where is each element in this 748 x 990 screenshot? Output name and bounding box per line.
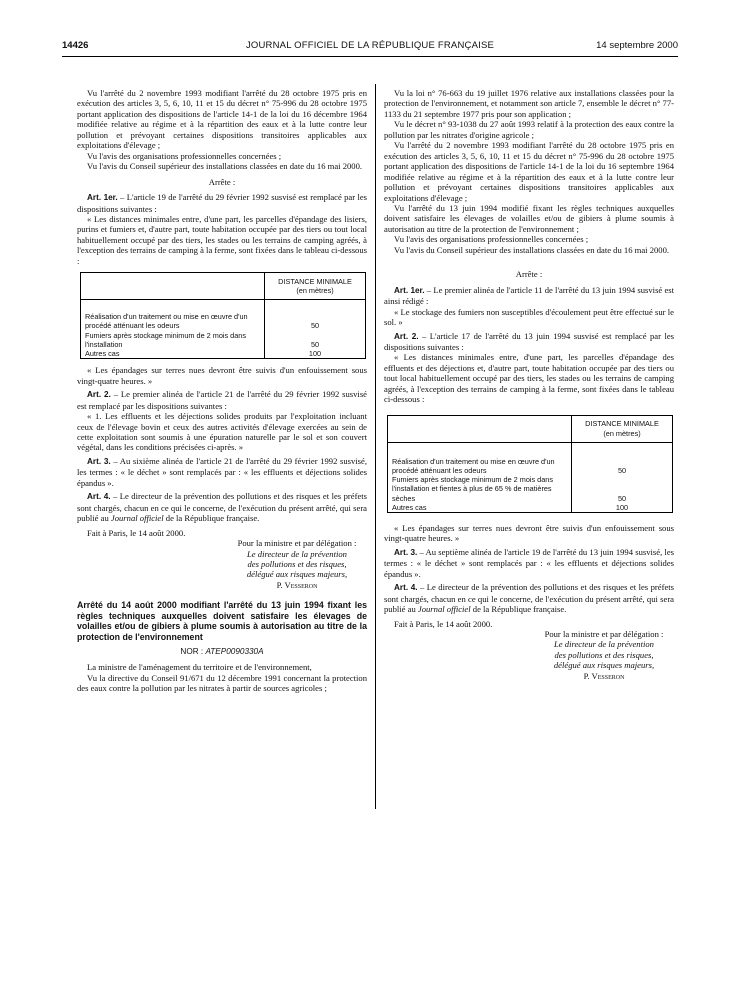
row-label: Autres cas <box>81 349 265 359</box>
page-header <box>62 40 678 54</box>
row-label: Réalisation d'un traitement ou mise en œuvre d'un procédé atténuant les odeurs <box>388 442 572 475</box>
signature-line: délégué aux risques majeurs, <box>246 569 348 580</box>
signature-block <box>534 629 674 681</box>
article-text: – Au septième alinéa de l'article 19 de l'arrêté du 13 juin 1994 susvisé, les termes : « le déchet » sont remplacés par : « les effluents et déjections solides épandus ». <box>384 546 674 579</box>
row-value: 50 <box>572 442 673 475</box>
row-label: Fumiers après stockage minimum de 2 mois dans l'installation <box>81 331 265 349</box>
article-label: Art. 4. <box>87 492 111 502</box>
signature-line: Pour la ministre et par délégation : <box>544 628 664 639</box>
article-1-quote: « Les distances minimales entre, d'une part, les parcelles d'épandage des lisiers, purins et fumiers et, d'autre part, toute habitation occupée par des tiers ou tout local habituellement occupé par des tiers, les stades ou les terrains de camping agréés, à l'exception des terrains de camping à la ferme, sont fixées dans le tableau ci-dessous : <box>77 213 367 266</box>
row-label: Réalisation d'un traitement ou mise en œuvre d'un procédé atténuant les odeurs <box>81 300 265 331</box>
article-1 <box>384 285 674 307</box>
header-rule <box>62 56 678 57</box>
decree-title: Arrêté du 14 août 2000 modifiant l'arrêté du 13 juin 1994 fixant les règles techniques auxquelles doivent satisfaire les élevages de volailles et/ou de gibiers à plume soumis à autorisation au titre de la protection de l'environnement <box>77 600 367 642</box>
article-label: Art. 1er. <box>394 285 425 295</box>
table-row <box>388 503 673 513</box>
visa: Vu la loi n° 76-663 du 19 juillet 1976 relative aux installations classées pour la protection de l'environnement, et notamment son article 7, ensemble le décret n° 77-1133 du 21 septembre 1977 pris pour son application ; <box>384 88 674 119</box>
article-text: – Le directeur de la prévention des pollutions et des risques et les préfets sont chargés, chacun en ce qui le concerne, de l'exécution du présent arrêté, qui sera publié au <box>384 582 674 615</box>
journal-officiel-ref: Journal officiel <box>110 513 164 524</box>
table-header-empty <box>388 415 572 442</box>
page-number: 14426 <box>62 40 89 51</box>
left-column <box>77 88 367 694</box>
row-value: 100 <box>572 503 673 513</box>
article-2-quote: « Les distances minimales entre, d'une part, les parcelles d'épandage des effluents et des déjections et, d'autre part, toute habitation occupée par des tiers ou tout local habituellement occupé par des tiers, les stades ou les terrains de camping agréés, à l'exception des terrains de camping à la ferme, sont fixées dans le tableau ci-dessous : <box>384 352 674 405</box>
table-row <box>81 331 366 349</box>
article-text: de la République française. <box>163 513 260 524</box>
journal-title: JOURNAL OFFICIEL DE LA RÉPUBLIQUE FRANÇAISE <box>245 40 495 51</box>
article-text: – L'article 17 de l'arrêté du 13 juin 1994 susvisé est remplacé par les dispositions suivantes : <box>384 330 674 352</box>
signature-line: délégué aux risques majeurs, <box>553 660 655 671</box>
signature-block <box>227 538 367 590</box>
signature-line: Le directeur de la prévention <box>554 639 654 650</box>
signature-line: Pour la ministre et par délégation : <box>237 538 357 549</box>
article-label: Art. 2. <box>87 390 111 400</box>
table-row <box>81 349 366 359</box>
article-text: – Le premier alinéa de l'article 21 de l'arrêté du 29 février 1992 susvisé est remplacé par les dispositions suivantes : <box>77 389 367 411</box>
table-header-distance: DISTANCE MINIMALE (en mètres) <box>572 415 673 442</box>
article-3 <box>384 547 674 579</box>
article-4 <box>77 491 367 523</box>
table-header-distance: DISTANCE MINIMALE (en mètres) <box>265 273 366 300</box>
article-label: Art. 1er. <box>87 193 118 203</box>
row-label: Fumiers après stockage minimum de 2 mois dans l'installation et fientes à plus de 65 % de matières sèches <box>388 475 572 503</box>
nor-code: ATEP0090330A <box>205 646 264 656</box>
issue-date: 14 septembre 2000 <box>596 40 678 51</box>
article-1 <box>77 192 367 214</box>
article-text: – Le directeur de la prévention des pollutions et des risques et les préfets sont chargés, chacun en ce qui le concerne, de l'exécution du présent arrêté, qui sera publié au <box>77 491 367 524</box>
article-1-quote: « Le stockage des fumiers non susceptibles d'écoulement peut être effectué sur le sol. » <box>384 306 674 328</box>
article-2-quote: « 1. Les effluents et les déjections solides produits par l'exploitation incluant ceux de l'élevage bovin et ceux des autres activités d'élevage exercées au sein de cette exploitation sont soumis à une épuration naturelle par le sol et son couvert végétal, dans les conditions précisées ci-après. » <box>77 411 367 453</box>
article-2 <box>384 331 674 353</box>
signature-line: des pollutions et des risques, <box>554 649 654 660</box>
fait-a-paris: Fait à Paris, le 14 août 2000. <box>87 527 186 538</box>
table-row <box>388 475 673 503</box>
signatory-name: P. Vesseron <box>276 579 318 590</box>
right-column <box>384 88 674 681</box>
row-value: 50 <box>265 331 366 349</box>
visa: Vu la directive du Conseil 91/671 du 12 décembre 1991 concernant la protection des eaux contre la pollution par les nitrates à partir de sources agricoles ; <box>77 672 367 694</box>
article-label: Art. 3. <box>87 456 111 466</box>
article-3 <box>77 456 367 488</box>
article-2 <box>77 389 367 411</box>
row-value: 50 <box>265 300 366 331</box>
table-row <box>388 442 673 475</box>
visa: Vu l'arrêté du 13 juin 1994 modifié fixant les règles techniques auxquelles doivent satisfaire les élevages de volailles et/ou de gibiers à plume soumis à autorisation au titre de la protection de l'environnement ; <box>384 202 674 234</box>
visa: Vu l'avis des organisations professionnelles concernées ; <box>87 150 282 161</box>
fait-a-paris: Fait à Paris, le 14 août 2000. <box>394 618 493 629</box>
table-header-empty <box>81 273 265 300</box>
visa: Vu l'avis du Conseil supérieur des installations classées en date du 16 mai 2000. <box>87 161 363 172</box>
visa: Vu l'arrêté du 2 novembre 1993 modifiant l'arrêté du 28 octobre 1975 pris en exécution des articles 3, 5, 6, 10, 11 et 15 du décret n° 75-996 du 28 octobre 1975 portant application des dispositions de l'article 14-1 de la loi du 16 septembre 1964 modifiée relative au régime et à la répartition des eaux et à la lutte contre leur pollution et prévoyant certaines dispositions transitoires applicables aux exploitations d'élevage ; <box>384 140 674 203</box>
journal-officiel-ref: Journal officiel <box>417 604 471 615</box>
visa: Vu le décret n° 93-1038 du 27 août 1993 relatif à la protection des eaux contre la pollution par les nitrates d'origine agricole ; <box>384 119 674 140</box>
nor-reference: NOR : ATEP0090330A <box>180 646 264 656</box>
row-value: 100 <box>265 349 366 359</box>
signature-line: des pollutions et des risques, <box>247 558 347 569</box>
distance-table <box>387 415 673 513</box>
signatory-name: P. Vesseron <box>583 670 625 681</box>
article-text: – L'article 19 de l'arrêté du 29 février 1992 susvisé est remplacé par les dispositions suivantes : <box>77 192 367 214</box>
distance-table <box>80 272 366 359</box>
article-text: – Au sixième alinéa de l'article 21 de l'arrêté du 29 février 1992 susvisé, les termes : « le déchet » sont remplacés par : « les effluents et déjections solides épandus ». <box>77 455 367 488</box>
article-label: Art. 4. <box>394 583 418 593</box>
visa: Vu l'arrêté du 2 novembre 1993 modifiant l'arrêté du 28 octobre 1975 pris en exécution des articles 3, 5, 6, 10, 11 et 15 du décret n° 75-996 du 28 octobre 1975 portant application des dispositions de l'article 14-1 de la loi du 16 décembre 1964 modifiée relative au régime et à la répartition des eaux et à la lutte contre leur pollution et prévoyant certaines dispositions transitoires applicables aux exploitations d'élevage ; <box>77 88 367 151</box>
visa: Vu l'avis du Conseil supérieur des installations classées en date du 16 mai 2000. <box>394 244 670 255</box>
table-row <box>81 300 366 331</box>
row-value: 50 <box>572 475 673 503</box>
column-divider <box>375 84 376 809</box>
article-text: de la République française. <box>470 604 567 615</box>
after-table-text: « Les épandages sur terres nues devront être suivis d'un enfouissement sous vingt-quatre heures. » <box>77 365 367 386</box>
signature-line: Le directeur de la prévention <box>247 548 347 559</box>
article-label: Art. 2. <box>394 331 419 341</box>
article-label: Art. 3. <box>394 547 418 557</box>
arrete-heading: Arrête : <box>208 176 236 187</box>
visa: Vu l'avis des organisations professionnelles concernées ; <box>394 234 589 245</box>
row-label: Autres cas <box>388 503 572 513</box>
article-4 <box>384 582 674 614</box>
arrete-heading: Arrête : <box>515 269 543 280</box>
article-text: – Le premier alinéa de l'article 11 de l'arrêté du 13 juin 1994 susvisé est ainsi rédigé : <box>384 284 674 307</box>
intro-minister: La ministre de l'aménagement du territoire et de l'environnement, <box>87 662 312 673</box>
after-table-text: « Les épandages sur terres nues devront être suivis d'un enfouissement sous vingt-quatre heures. » <box>384 522 674 544</box>
